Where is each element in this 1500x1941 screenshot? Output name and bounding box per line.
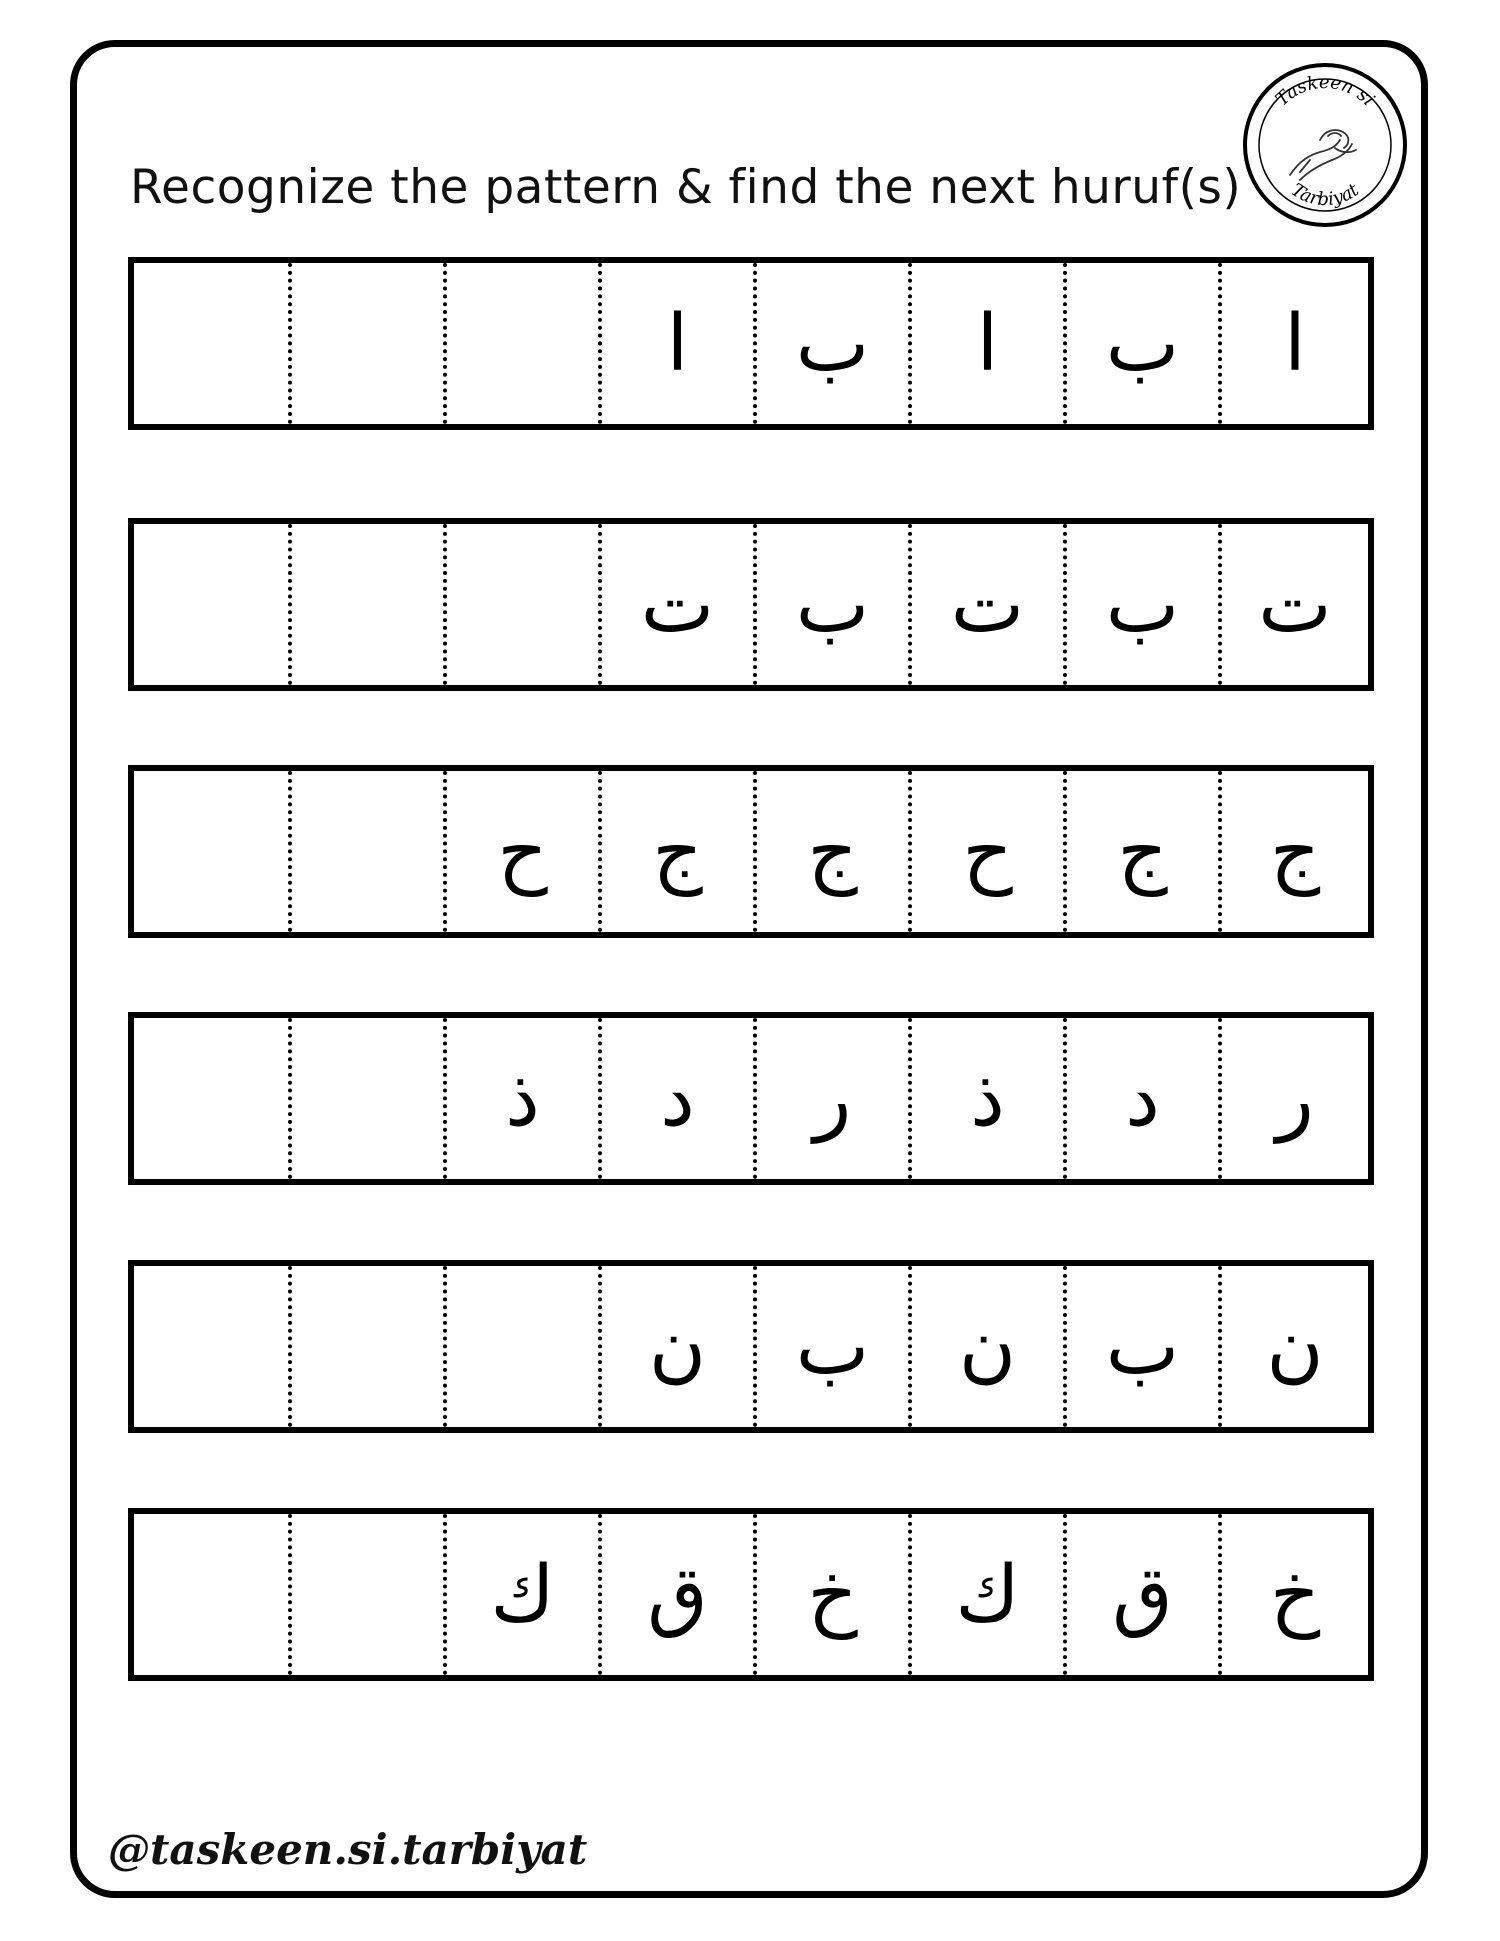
letter-cell: [908, 263, 1063, 424]
letter-cell: [598, 263, 753, 424]
huruf-letter: ب: [1105, 559, 1180, 650]
huruf-letter: ح: [962, 806, 1013, 897]
huruf-letter: ج: [652, 806, 703, 897]
answer-cell[interactable]: [288, 524, 443, 685]
worksheet-title: Recognize the pattern & find the next huruf(s): [130, 160, 1242, 215]
pattern-row: [128, 1012, 1374, 1185]
pattern-row: [128, 257, 1374, 430]
letter-cell: [598, 1266, 753, 1427]
huruf-letter: خ: [807, 1549, 858, 1640]
huruf-letter: د: [1125, 1053, 1160, 1144]
pattern-row: [128, 518, 1374, 691]
answer-cell[interactable]: [288, 1514, 443, 1675]
letter-cell: [1063, 771, 1218, 932]
letter-cell: [908, 524, 1063, 685]
letter-cell: [598, 1514, 753, 1675]
letter-cell: [1218, 1266, 1368, 1427]
huruf-letter: ك: [490, 1549, 555, 1640]
letter-cell: [443, 1018, 598, 1179]
answer-cell[interactable]: [443, 1266, 598, 1427]
huruf-letter: ح: [497, 806, 548, 897]
letter-cell: [1218, 771, 1368, 932]
letter-cell: [908, 771, 1063, 932]
huruf-letter: ذ: [970, 1053, 1005, 1144]
letter-cell: [1063, 524, 1218, 685]
huruf-letter: ب: [1105, 1301, 1180, 1392]
pattern-row: [128, 1508, 1374, 1681]
pattern-row: [128, 1260, 1374, 1433]
huruf-letter: ج: [1269, 806, 1321, 897]
letter-cell: [443, 771, 598, 932]
huruf-letter: ا: [976, 298, 999, 389]
huruf-letter: ب: [1105, 298, 1180, 389]
huruf-letter: ا: [1284, 298, 1306, 389]
huruf-letter: ب: [795, 1301, 870, 1392]
letter-cell: [753, 1018, 908, 1179]
answer-cell[interactable]: [288, 1018, 443, 1179]
letter-cell: [598, 524, 753, 685]
huruf-letter: ت: [950, 559, 1025, 650]
letter-cell: [753, 1266, 908, 1427]
footer-handle: @taskeen.si.tarbiyat: [108, 1825, 588, 1874]
letter-cell: [443, 1514, 598, 1675]
huruf-letter: ب: [795, 559, 870, 650]
huruf-letter: ب: [795, 298, 870, 389]
huruf-letter: ج: [1117, 806, 1168, 897]
answer-cell[interactable]: [134, 1514, 288, 1675]
answer-cell[interactable]: [134, 263, 288, 424]
letter-cell: [598, 1018, 753, 1179]
huruf-letter: ر: [1276, 1053, 1314, 1144]
huruf-letter: ق: [647, 1549, 708, 1640]
huruf-letter: ن: [648, 1301, 707, 1392]
huruf-letter: ت: [640, 559, 715, 650]
huruf-letter: خ: [1269, 1549, 1321, 1640]
huruf-letter: ر: [813, 1053, 852, 1144]
answer-cell[interactable]: [443, 263, 598, 424]
huruf-letter: ق: [1112, 1549, 1173, 1640]
huruf-letter: د: [660, 1053, 695, 1144]
letter-cell: [598, 771, 753, 932]
letter-cell: [1063, 1018, 1218, 1179]
huruf-letter: ج: [807, 806, 858, 897]
letter-cell: [753, 263, 908, 424]
letter-cell: [908, 1018, 1063, 1179]
letter-cell: [1218, 1514, 1368, 1675]
answer-cell[interactable]: [288, 771, 443, 932]
huruf-letter: ك: [955, 1549, 1020, 1640]
letter-cell: [908, 1514, 1063, 1675]
pattern-row: [128, 765, 1374, 938]
huruf-letter: ا: [666, 298, 689, 389]
huruf-letter: ن: [958, 1301, 1017, 1392]
logo: [1240, 60, 1410, 230]
letter-cell: [753, 524, 908, 685]
answer-cell[interactable]: [288, 1266, 443, 1427]
letter-cell: [753, 1514, 908, 1675]
huruf-letter: ذ: [505, 1053, 540, 1144]
letter-cell: [1063, 1514, 1218, 1675]
letter-cell: [1063, 263, 1218, 424]
letter-cell: [1218, 524, 1368, 685]
huruf-letter: ن: [1266, 1301, 1324, 1392]
answer-cell[interactable]: [134, 1018, 288, 1179]
letter-cell: [1218, 1018, 1368, 1179]
letter-cell: [753, 771, 908, 932]
letter-cell: [1063, 1266, 1218, 1427]
answer-cell[interactable]: [443, 524, 598, 685]
letter-cell: [1218, 263, 1368, 424]
huruf-letter: ت: [1258, 559, 1332, 650]
logo-text-top: Taskeen si: [1271, 71, 1379, 111]
answer-cell[interactable]: [288, 263, 443, 424]
answer-cell[interactable]: [134, 771, 288, 932]
answer-cell[interactable]: [134, 1266, 288, 1427]
answer-cell[interactable]: [134, 524, 288, 685]
logo-text-bottom: Tarbiyat: [1287, 179, 1363, 211]
letter-cell: [908, 1266, 1063, 1427]
